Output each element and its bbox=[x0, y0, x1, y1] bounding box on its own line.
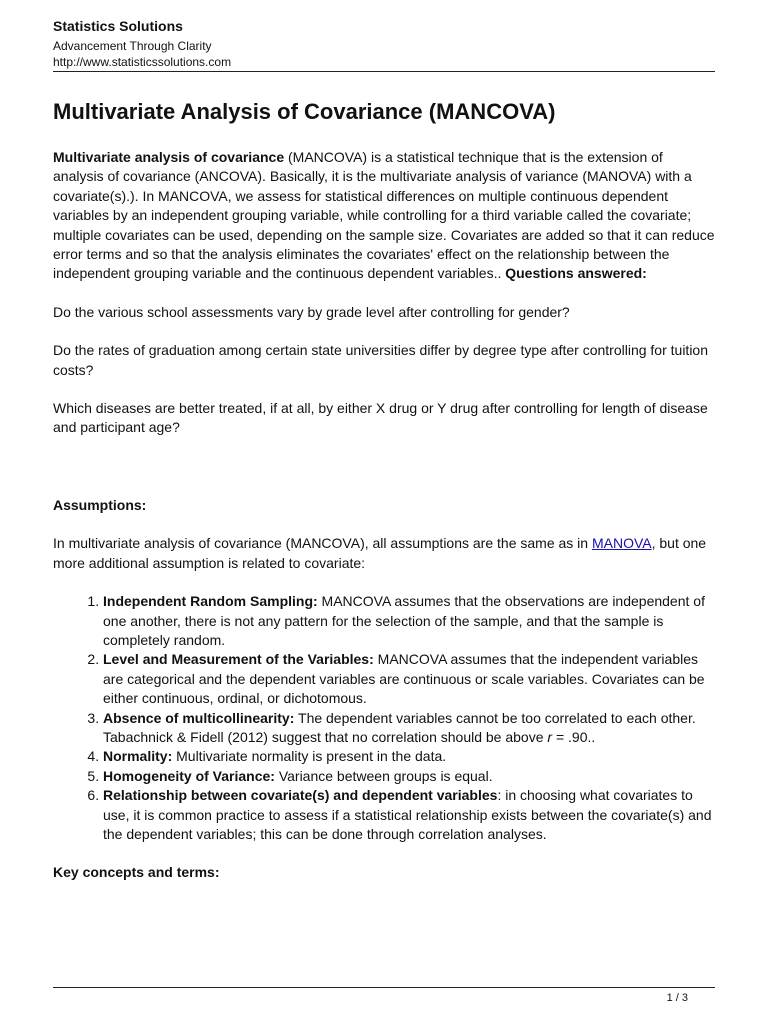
assumption-item bbox=[103, 747, 715, 766]
article-body bbox=[53, 148, 715, 883]
footer-divider bbox=[53, 987, 715, 988]
assumptions-list bbox=[53, 592, 715, 844]
intro-paragraph bbox=[53, 148, 715, 284]
assumption-title: Relationship between covariate(s) and dependent variables bbox=[103, 787, 498, 804]
assumption-title: Absence of multicollinearity: bbox=[103, 709, 295, 726]
key-concepts-heading: Key concepts and terms: bbox=[53, 864, 220, 881]
assumption-text: Variance between groups is equal. bbox=[274, 767, 493, 784]
site-tagline: Advancement Through Clarity bbox=[53, 39, 212, 53]
assumption-text: MANCOVA assumes that the observations are independent of one another, there is not any pattern for the selection of the sample, and that the sample is completely random. bbox=[103, 593, 705, 648]
header-divider bbox=[53, 71, 715, 72]
assumption-text-after: = .90.. bbox=[552, 728, 596, 745]
assumption-title: Independent Random Sampling: bbox=[103, 593, 318, 610]
assumptions-intro bbox=[53, 534, 715, 573]
site-name: Statistics Solutions bbox=[53, 18, 183, 34]
question-1: Do the various school assessments vary by grade level after controlling for gender? bbox=[53, 303, 570, 320]
assumption-title: Level and Measurement of the Variables: bbox=[103, 651, 374, 668]
questions-heading: Questions answered: bbox=[505, 265, 647, 282]
assumptions-heading: Assumptions: bbox=[53, 496, 147, 513]
assumptions-intro-after: , but one more additional assumption is related to covariate: bbox=[53, 535, 707, 571]
assumption-text: The dependent variables cannot be too correlated to each other. Tabachnick & Fidell (2012) suggest that no correlation should be above bbox=[103, 709, 696, 745]
assumption-item bbox=[103, 767, 715, 786]
assumption-title: Normality: bbox=[103, 748, 173, 765]
assumption-item bbox=[103, 786, 715, 844]
assumption-text: MANCOVA assumes that the independent variables are categorical and the dependent variables are continuous or scale variables. Covariates can be either continuous, ordinal, or dichotomous. bbox=[103, 651, 705, 707]
assumption-item bbox=[103, 592, 715, 650]
assumption-text: : in choosing what covariates to use, it is common practice to assess if a statistical relationship exists between the covariate(s) and the dependent variables; this can be done through correlation analyses. bbox=[103, 787, 712, 842]
assumption-text: Multivariate normality is present in the data. bbox=[172, 748, 447, 765]
question-3: Which diseases are better treated, if at all, by either X drug or Y drug after controlling for length of disease and participant age? bbox=[53, 400, 708, 436]
assumption-item bbox=[103, 709, 715, 748]
manova-link[interactable]: MANOVA bbox=[591, 535, 652, 552]
intro-bold-lead: Multivariate analysis of covariance bbox=[53, 149, 285, 165]
assumption-title: Homogeneity of Variance: bbox=[103, 767, 275, 784]
page-header bbox=[53, 18, 715, 70]
assumptions-intro-before: In multivariate analysis of covariance (MANCOVA), all assumptions are the same as in bbox=[53, 535, 592, 552]
assumption-italic-r: r bbox=[547, 728, 553, 745]
assumption-item bbox=[103, 650, 715, 708]
question-2: Do the rates of graduation among certain state universities differ by degree type after controlling for tuition costs? bbox=[53, 342, 708, 378]
page-title: Multivariate Analysis of Covariance (MANCOVA) bbox=[53, 99, 556, 124]
intro-text: (MANCOVA) is a statistical technique that is the extension of analysis of covariance (ANCOVA). Basically, it is the multivariate analysis of variance (MANOVA) with a covariate(s).). In MANCOVA, we assess for statistical differences on multiple continuous dependent variables by an independent grouping variable, while controlling for a third variable called the covariate; multiple covariates can be used, depending on the sample size. Covariates are added so that it can reduce error terms and so that the analysis eliminates the covariates' effect on the relationship between the independent grouping variable and the continuous dependent variables.. bbox=[53, 149, 715, 282]
site-url: http://www.statisticssolutions.com bbox=[53, 55, 232, 69]
page-indicator: 1 / 3 bbox=[666, 992, 688, 1004]
